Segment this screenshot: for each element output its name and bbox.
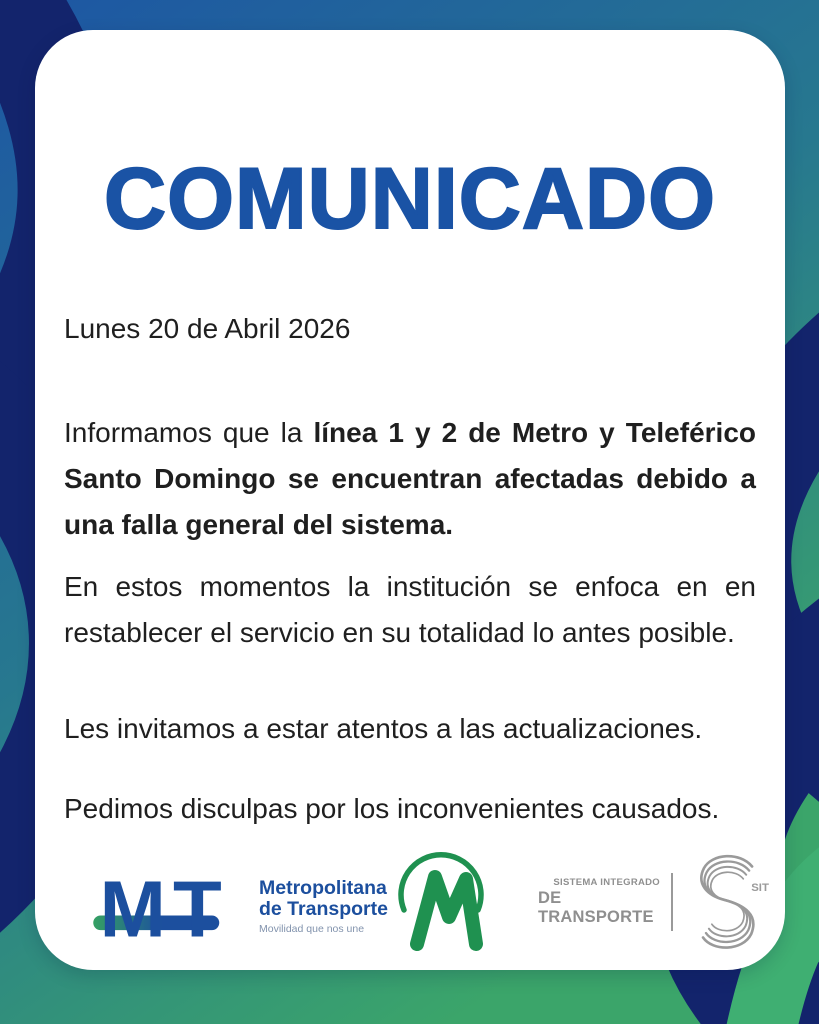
paragraph-bold-text: línea 1 y 2 de Metro y Teleférico Santo Domingo se encuentran afectadas debido a una falla general del sistema. [64,417,756,540]
poster-title: COMUNICADO [104,151,716,247]
sit-acronym-text: SIT [751,882,769,895]
paragraph-stay-tuned: Les invitamos a estar atentos a las actualizaciones. [64,713,703,744]
mt-tagline: Movilidad que nos une [259,922,365,935]
svg-text:T: T [173,864,222,948]
paragraph-restoring-service: En estos momentos la institución se enfoca en en restablecer el servicio en su totalidad lo antes posible. [64,571,756,648]
mt-name-line2: de Transporte [259,897,388,920]
sit-logo [538,844,774,960]
sit-logo-text [538,877,660,927]
sit-text-line1: SISTEMA INTEGRADO [553,877,660,888]
mt-lettermark-icon [93,864,251,948]
footer-logos [35,842,785,966]
paragraph-intro-text: Informamos que la [64,417,314,448]
sit-divider [671,873,673,931]
announcement-card [35,30,785,970]
svg-text:M: M [99,864,167,948]
mt-metropolitana-logo [93,864,388,948]
paragraph-affected-lines [64,410,756,548]
mt-logo-text [259,878,388,935]
sit-s-icon [682,844,774,960]
metro-santo-domingo-icon [391,852,491,952]
paragraph-apology: Pedimos disculpas por los inconvenientes causados. [64,793,720,824]
sit-text-line2: DE TRANSPORTE [538,889,654,926]
mt-name-line1: Metropolitana [259,876,387,899]
announcement-date: Lunes 20 de Abril 2026 [64,313,351,344]
